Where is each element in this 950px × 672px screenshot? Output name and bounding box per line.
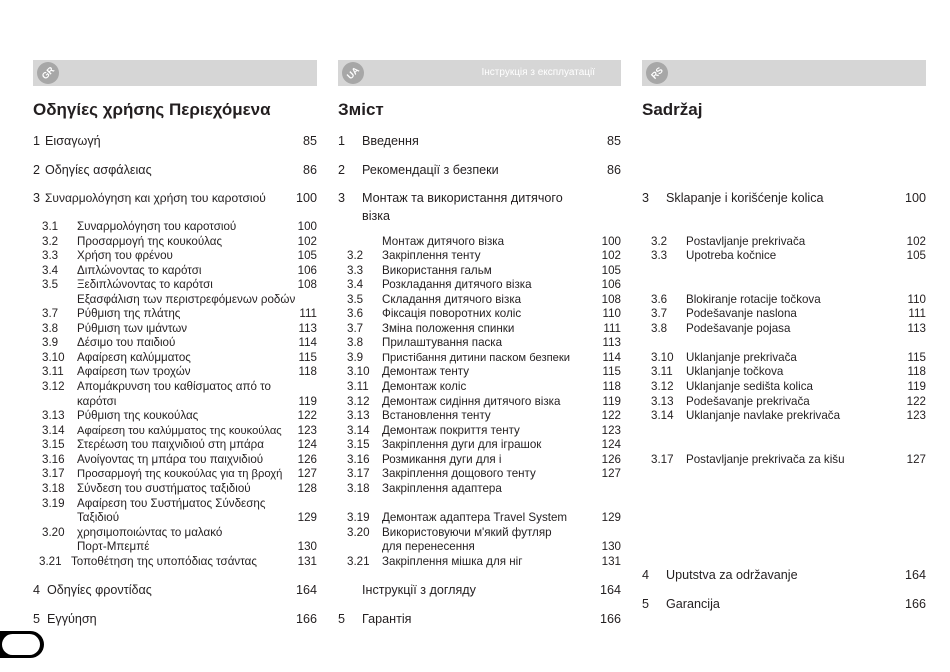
subentry-title: Закріплення дощового тенту [382, 467, 536, 480]
subentry-title: Σύνδεση του συστήματος ταξιδιού [77, 482, 251, 495]
subentry-page: 106 [601, 278, 621, 291]
subentry-page: 123 [906, 409, 926, 422]
subentry-title: Διπλώνοντας το καρότσι [77, 264, 202, 277]
entry-title: Гарантія [362, 612, 412, 626]
subentry-title: Демонтаж коліс [382, 380, 467, 393]
contents-heading: Зміст [338, 100, 384, 119]
subentry-number: 3.7 [651, 307, 668, 320]
contents-heading: Sadržaj [642, 100, 703, 119]
subentry-page: 105 [297, 249, 317, 262]
subentry-page: 115 [602, 365, 621, 378]
entry-page: 86 [606, 163, 621, 177]
subentry-number: 3.12 [42, 380, 65, 393]
subentry-title: Демонтаж покриття тенту [382, 424, 520, 437]
subentry-title: Uklanjanje navlake prekrivača [686, 409, 841, 422]
subentry-page: 100 [297, 220, 317, 233]
language-badge [646, 62, 668, 84]
subentry-number: 3.4 [347, 278, 364, 291]
subentry-page: 124 [297, 438, 317, 451]
column-greek [33, 0, 317, 672]
subentry-number: 3.20 [347, 526, 370, 539]
entry-number: 2 [33, 163, 41, 177]
subentry-number: 3.17 [42, 467, 65, 480]
subentry-title: Blokiranje rotacije točkova [686, 293, 821, 306]
subentry-number: 3.14 [347, 424, 370, 437]
subentry-number: 3.9 [42, 336, 59, 349]
subentry-title: Пристібання дитини паском безпеки [382, 352, 571, 364]
entry-page: 100 [904, 191, 926, 205]
subentry-page: 102 [297, 235, 317, 248]
entry-title: Монтаж та використання дитячого [362, 191, 563, 205]
subentry-number: 3.11 [651, 365, 673, 378]
subentry-title: Складання дитячого візка [382, 293, 522, 306]
subentry-page: 126 [601, 453, 621, 466]
entry-page: 85 [606, 134, 621, 148]
column-ukrainian [338, 0, 621, 672]
subentry-title: Використання гальм [382, 264, 492, 277]
subentry-page: 123 [297, 424, 317, 437]
subentry-title: Χρήση του φρένου [77, 249, 173, 262]
subentry-title: Uklanjanje točkova [686, 365, 784, 378]
entry-page: 166 [904, 597, 926, 611]
subentry-page: 113 [298, 322, 317, 335]
subentry-title: Προσαρμογή της κουκούλας για τη βροχή [77, 468, 283, 480]
subentry-title: Встановлення тенту [382, 409, 491, 422]
subentry-number: 3.14 [651, 409, 674, 422]
subentry-number: 3.7 [347, 322, 364, 335]
subentry-number: 3.2 [651, 235, 668, 248]
subentry-page: 115 [298, 351, 317, 364]
subentry-page: 124 [601, 438, 621, 451]
entry-title: Введення [362, 134, 419, 148]
subentry-number: 3.16 [42, 453, 65, 466]
entry-title: візка [362, 209, 391, 223]
subentry-page: 129 [297, 511, 317, 524]
subentry-title: Podešavanje prekrivača [686, 395, 810, 408]
subentry-page: 106 [297, 264, 317, 277]
subentry-title: Podešavanje naslona [686, 307, 797, 320]
subentry-number: 3.10 [42, 351, 65, 364]
column-serbian [642, 0, 926, 672]
subentry-title: Συναρμολόγηση του καροτσιού [77, 220, 237, 233]
subentry-page: 102 [906, 235, 926, 248]
subentry-number: 3.5 [42, 278, 59, 291]
subentry-title: Зміна положення спинки [382, 322, 515, 335]
subentry-page: 114 [298, 336, 317, 349]
subentry-page: 108 [297, 278, 317, 291]
entry-page: 164 [295, 583, 317, 597]
subentry-page: 110 [602, 307, 621, 320]
entry-title: Εισαγωγή [45, 134, 101, 148]
entry-page: 164 [599, 583, 621, 597]
subentry-number: 3.1 [42, 220, 59, 233]
entry-number: 5 [33, 612, 41, 626]
subentry-page: 129 [601, 511, 621, 524]
subentry-title: Демонтаж адаптера Travel System [382, 511, 568, 524]
subentry-number: 3.18 [347, 482, 370, 495]
subentry-number: 3.3 [42, 249, 59, 262]
entry-page: 100 [295, 191, 317, 205]
subentry-page: 119 [602, 395, 621, 408]
subentry-title: Uklanjanje sedišta kolica [686, 380, 813, 393]
subentry-title: Podešavanje pojasa [686, 322, 791, 335]
language-badge [342, 62, 364, 84]
subentry-title: Στερέωση του παιχνιδιού στη μπάρα [77, 438, 264, 451]
entry-title: Οδηγίες φροντίδας [47, 583, 152, 597]
subentry-page: 118 [298, 365, 317, 378]
subentry-page: 118 [907, 365, 926, 378]
subentry-page: 130 [297, 540, 317, 553]
language-code: UA [344, 64, 362, 82]
subentry-number: 3.21 [347, 555, 370, 568]
subentry-title: Ρύθμιση των ιμάντων [77, 322, 188, 335]
subentry-title: Postavljanje prekrivača za kišu [686, 453, 845, 466]
subentry-title: Δέσιμο του παιδιού [77, 336, 176, 349]
subentry-number: 3.6 [651, 293, 668, 306]
entry-number: 5 [642, 597, 650, 611]
subentry-page: 118 [602, 380, 621, 393]
entry-number: 4 [33, 583, 41, 597]
subentry-title: Закріплення адаптера [382, 482, 502, 495]
subentry-number: 3.19 [42, 497, 65, 510]
subentry-title: Αφαίρεση καλύμματος [77, 351, 191, 364]
subentry-title: Ξεδιπλώνοντας το καρότσι [77, 278, 213, 291]
subentry-title: χρησιμοποιώντας το μαλακό [77, 526, 223, 539]
subentry-number: 3.17 [651, 453, 674, 466]
subentry-title: Uklanjanje prekrivača [686, 351, 797, 364]
contents-heading: Οδηγίες χρήσης Περιεχόμενα [33, 100, 271, 119]
subentry-page: 111 [908, 307, 926, 320]
subentry-number: 3.9 [347, 351, 364, 364]
subentry-number: 3.2 [347, 249, 364, 262]
subentry-number: 3.14 [42, 424, 65, 437]
entry-title: Sklapanje i korišćenje kolica [666, 191, 824, 205]
subentry-number: 3.16 [347, 453, 370, 466]
subentry-page: 111 [299, 307, 317, 320]
subentry-page: 123 [601, 424, 621, 437]
subentry-number: 3.12 [651, 380, 674, 393]
subentry-number: 3.3 [651, 249, 668, 262]
subentry-title: Πορτ-Μπεμπέ [77, 540, 150, 553]
subentry-title: Закріплення дуги для іграшок [382, 438, 542, 451]
subentry-title: Αφαίρεση του Συστήματος Σύνδεσης [77, 497, 266, 510]
subentry-title: Αφαίρεση του καλύμματος της κουκούλας [77, 425, 282, 437]
subentry-page: 127 [297, 467, 317, 480]
subentry-title: Απομάκρυνση του καθίσματος από το [77, 380, 272, 393]
subentry-page: 122 [297, 409, 317, 422]
subentry-number: 3.8 [42, 322, 59, 335]
subentry-title: Εξασφάλιση των περιστρεφόμενων ροδών [77, 293, 296, 306]
entry-title: Συναρμολόγηση και χρήση του καροτσιού [45, 191, 266, 205]
subentry-page: 111 [603, 322, 621, 335]
subentry-page: 110 [907, 293, 926, 306]
subentry-number: 3.12 [347, 395, 370, 408]
entry-page: 166 [599, 612, 621, 626]
subentry-title: Прилаштування паска [382, 336, 503, 349]
entry-number: 5 [338, 612, 346, 626]
subentry-title: Αφαίρεση των τροχών [77, 365, 191, 378]
subentry-page: 108 [601, 293, 621, 306]
language-band [338, 60, 621, 86]
subentry-title: Ανοίγοντας τη μπάρα του παιχνιδιού [77, 453, 264, 466]
subentry-page: 105 [906, 249, 926, 262]
subentry-title: Προσαρμογή της κουκούλας [77, 235, 223, 248]
subentry-number: 3.13 [347, 409, 370, 422]
subentry-title: Ταξιδιού [77, 511, 120, 524]
subentry-title: Фіксація поворотних коліс [382, 307, 522, 320]
subentry-number: 3.8 [347, 336, 364, 349]
entry-title: Uputstva za održavanje [666, 568, 798, 582]
subentry-page: 113 [602, 336, 621, 349]
entry-number: 3 [642, 191, 650, 205]
subentry-title: для перенесення [382, 540, 475, 553]
subentry-title: Закріплення тенту [382, 249, 481, 262]
entry-number: 4 [642, 568, 650, 582]
subentry-page: 126 [297, 453, 317, 466]
entry-page: 164 [904, 568, 926, 582]
entry-page: 86 [302, 163, 317, 177]
subentry-title: Postavljanje prekrivača [686, 235, 806, 248]
page-tab-inner [2, 634, 40, 655]
subentry-page: 119 [298, 395, 317, 408]
entry-page: 85 [302, 134, 317, 148]
entry-page: 166 [295, 612, 317, 626]
subentry-title: Демонтаж сидіння дитячого візка [382, 395, 561, 408]
subentry-number: 3.5 [347, 293, 364, 306]
subentry-page: 115 [907, 351, 926, 364]
subentry-page: 131 [601, 555, 621, 568]
entry-number: 1 [33, 134, 41, 148]
subentry-number: 3.2 [42, 235, 59, 248]
subentry-page: 122 [906, 395, 926, 408]
subentry-number: 3.11 [347, 380, 369, 393]
subentry-title: Τοποθέτηση της υποπόδιας τσάντας [71, 555, 257, 568]
subentry-page: 119 [907, 380, 926, 393]
subentry-page: 130 [601, 540, 621, 553]
band-title: Інструкція з експлуатації [481, 67, 595, 78]
language-band [642, 60, 926, 86]
subentry-title: Upotreba kočnice [686, 249, 777, 262]
subentry-number: 3.8 [651, 322, 668, 335]
subentry-number: 3.15 [347, 438, 370, 451]
subentry-number: 3.10 [347, 365, 370, 378]
subentry-page: 131 [297, 555, 317, 568]
subentry-page: 128 [297, 482, 317, 495]
subentry-page: 127 [601, 467, 621, 480]
subentry-page: 127 [906, 453, 926, 466]
subentry-number: 3.18 [42, 482, 65, 495]
subentry-page: 113 [907, 322, 926, 335]
subentry-number: 3.13 [651, 395, 674, 408]
entry-title: Εγγύηση [47, 612, 97, 626]
subentry-title: Демонтаж тенту [382, 365, 469, 378]
subentry-number: 3.3 [347, 264, 364, 277]
language-badge [37, 62, 59, 84]
subentry-number: 3.6 [347, 307, 364, 320]
language-code: RS [649, 65, 665, 81]
subentry-number: 3.20 [42, 526, 65, 539]
language-band [33, 60, 317, 86]
language-code: GR [39, 64, 57, 82]
entry-number: 3 [33, 191, 41, 205]
entry-title: Інструкції з догляду [362, 583, 476, 597]
subentry-page: 114 [602, 351, 621, 364]
subentry-number: 3.13 [42, 409, 65, 422]
subentry-page: 105 [601, 264, 621, 277]
subentry-title: Ρύθμιση της πλάτης [77, 307, 181, 320]
subentry-number: 3.10 [651, 351, 674, 364]
entry-number: 2 [338, 163, 346, 177]
subentry-number: 3.17 [347, 467, 370, 480]
subentry-number: 3.4 [42, 264, 59, 277]
subentry-title: Ρύθμιση της κουκούλας [77, 409, 199, 422]
subentry-title: Монтаж дитячого візка [382, 235, 505, 248]
subentry-page: 102 [601, 249, 621, 262]
page-tab-marker [0, 631, 44, 658]
entry-title: Οδηγίες ασφάλειας [45, 163, 152, 177]
subentry-number: 3.11 [42, 365, 64, 378]
subentry-number: 3.7 [42, 307, 59, 320]
entry-number: 1 [338, 134, 346, 148]
entry-title: Рекомендації з безпеки [362, 163, 499, 177]
subentry-title: Розкладання дитячого візка [382, 278, 532, 291]
subentry-number: 3.21 [39, 555, 62, 568]
subentry-title: Використовуючи м'який футляр [382, 526, 552, 539]
subentry-title: καρότσι [77, 395, 117, 408]
subentry-title: Розмикання дуги для і [382, 453, 502, 466]
subentry-page: 122 [601, 409, 621, 422]
subentry-page: 100 [601, 235, 621, 248]
entry-title: Garancija [666, 597, 720, 611]
subentry-title: Закріплення мішка для ніг [382, 555, 523, 568]
entry-number: 3 [338, 191, 346, 205]
subentry-number: 3.19 [347, 511, 370, 524]
subentry-number: 3.15 [42, 438, 65, 451]
